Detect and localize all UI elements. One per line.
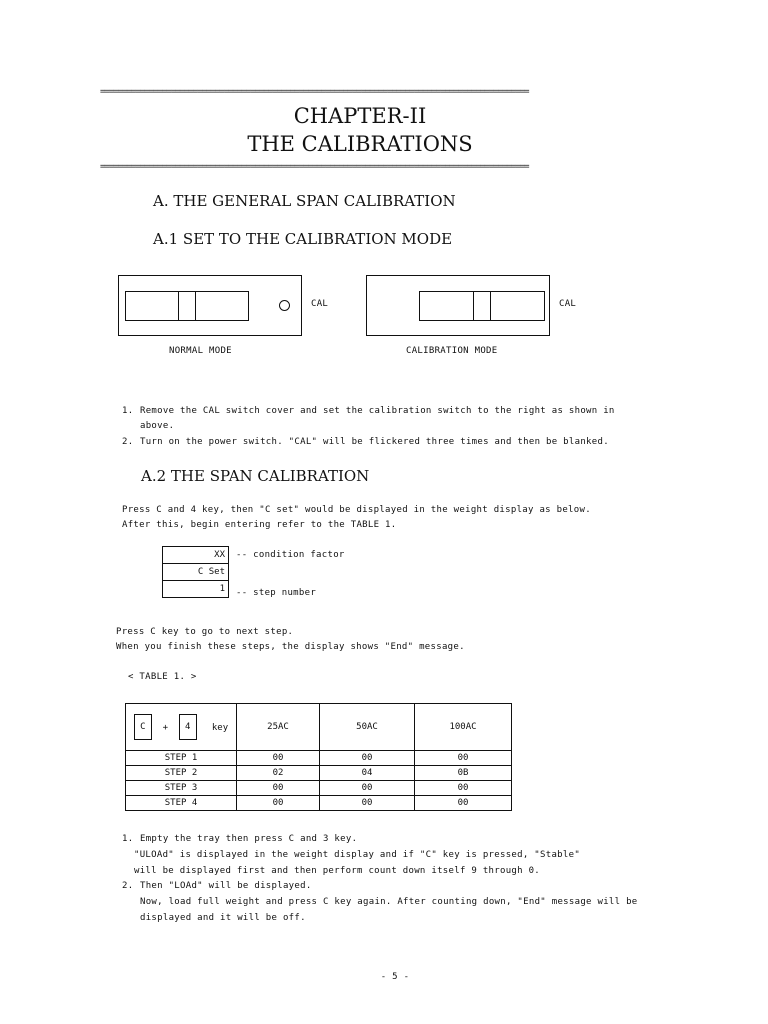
key-combo-cell (126, 704, 237, 751)
bottom-rule: ================================================================================================= (100, 162, 529, 172)
value-cell: 00 (237, 751, 320, 766)
display-row-condition: XX (163, 547, 229, 564)
table-row (126, 751, 512, 766)
note-text: "ULOAd" is displayed in the weight display and if "C" key is pressed, "Stable" (134, 850, 581, 860)
table-row (126, 796, 512, 811)
normal-cal-label: CAL (311, 299, 329, 309)
value-cell: 00 (320, 796, 415, 811)
step-cell: STEP 2 (126, 766, 237, 781)
note-number: 1. (122, 834, 134, 844)
value-cell: 02 (237, 766, 320, 781)
chapter-title: CHAPTER-II (293, 104, 427, 128)
page-number: - 5 - (380, 972, 410, 982)
section-a2-heading: A.2 THE SPAN CALIBRATION (141, 467, 370, 485)
normal-display-window (125, 291, 249, 321)
calibration-display-window (419, 291, 545, 321)
cal-switch-cover-icon (279, 300, 290, 311)
step-cell: STEP 1 (126, 751, 237, 766)
weight-display-diagram (162, 546, 229, 598)
value-cell: 00 (320, 781, 415, 796)
value-cell: 00 (237, 781, 320, 796)
top-rule: ================================================================================================= (100, 87, 529, 97)
step-number-annotation: -- step number (236, 588, 317, 598)
note-text: Then "LOAd" will be displayed. (140, 881, 312, 891)
key-plus: + (162, 722, 168, 733)
value-cell: 04 (320, 766, 415, 781)
display-divider (178, 292, 179, 320)
table-row (126, 781, 512, 796)
value-cell: 00 (415, 781, 512, 796)
after-text: When you finish these steps, the display shows "End" message. (116, 642, 465, 652)
step-text: Remove the CAL switch cover and set the calibration switch to the right as shown in (140, 406, 615, 416)
normal-mode-caption: NORMAL MODE (169, 346, 232, 356)
table-1 (125, 703, 512, 811)
table-caption: < TABLE 1. > (128, 672, 197, 682)
display-divider (195, 292, 196, 320)
table-row (126, 766, 512, 781)
intro-text: After this, begin entering refer to the TABLE 1. (122, 520, 397, 530)
step-text: Turn on the power switch. "CAL" will be flickered three times and then be blanked. (140, 437, 609, 447)
normal-mode-panel (118, 275, 302, 336)
display-divider (490, 292, 491, 320)
value-cell: 00 (320, 751, 415, 766)
section-a1-heading: A.1 SET TO THE CALIBRATION MODE (153, 230, 453, 248)
intro-text: Press C and 4 key, then "C set" would be displayed in the weight display as below. (122, 505, 591, 515)
step-cell: STEP 3 (126, 781, 237, 796)
note-text: Empty the tray then press C and 3 key. (140, 834, 358, 844)
after-text: Press C key to go to next step. (116, 627, 294, 637)
calibration-mode-caption: CALIBRATION MODE (406, 346, 498, 356)
key-c: C (134, 714, 152, 740)
display-row-step: 1 (163, 581, 229, 598)
column-header: 50AC (320, 704, 415, 751)
display-divider (473, 292, 474, 320)
condition-factor-annotation: -- condition factor (236, 550, 345, 560)
step-number: 2. (122, 437, 134, 447)
column-header: 25AC (237, 704, 320, 751)
value-cell: 0B (415, 766, 512, 781)
value-cell: 00 (415, 796, 512, 811)
step-text-cont: above. (140, 421, 175, 431)
calibration-cal-label: CAL (559, 299, 577, 309)
note-number: 2. (122, 881, 134, 891)
value-cell: 00 (415, 751, 512, 766)
display-row-cset: C Set (163, 564, 229, 581)
key-4: 4 (179, 714, 197, 740)
note-text: will be displayed first and then perform count down itself 9 through 0. (134, 866, 541, 876)
step-cell: STEP 4 (126, 796, 237, 811)
chapter-subtitle: THE CALIBRATIONS (247, 132, 473, 156)
note-text: Now, load full weight and press C key again. After counting down, "End" message will be (140, 897, 638, 907)
value-cell: 00 (237, 796, 320, 811)
section-a-heading: A. THE GENERAL SPAN CALIBRATION (153, 192, 456, 210)
step-number: 1. (122, 406, 134, 416)
note-text: displayed and it will be off. (140, 913, 306, 923)
column-header: 100AC (415, 704, 512, 751)
calibration-mode-panel (366, 275, 550, 336)
key-label: key (211, 722, 229, 733)
